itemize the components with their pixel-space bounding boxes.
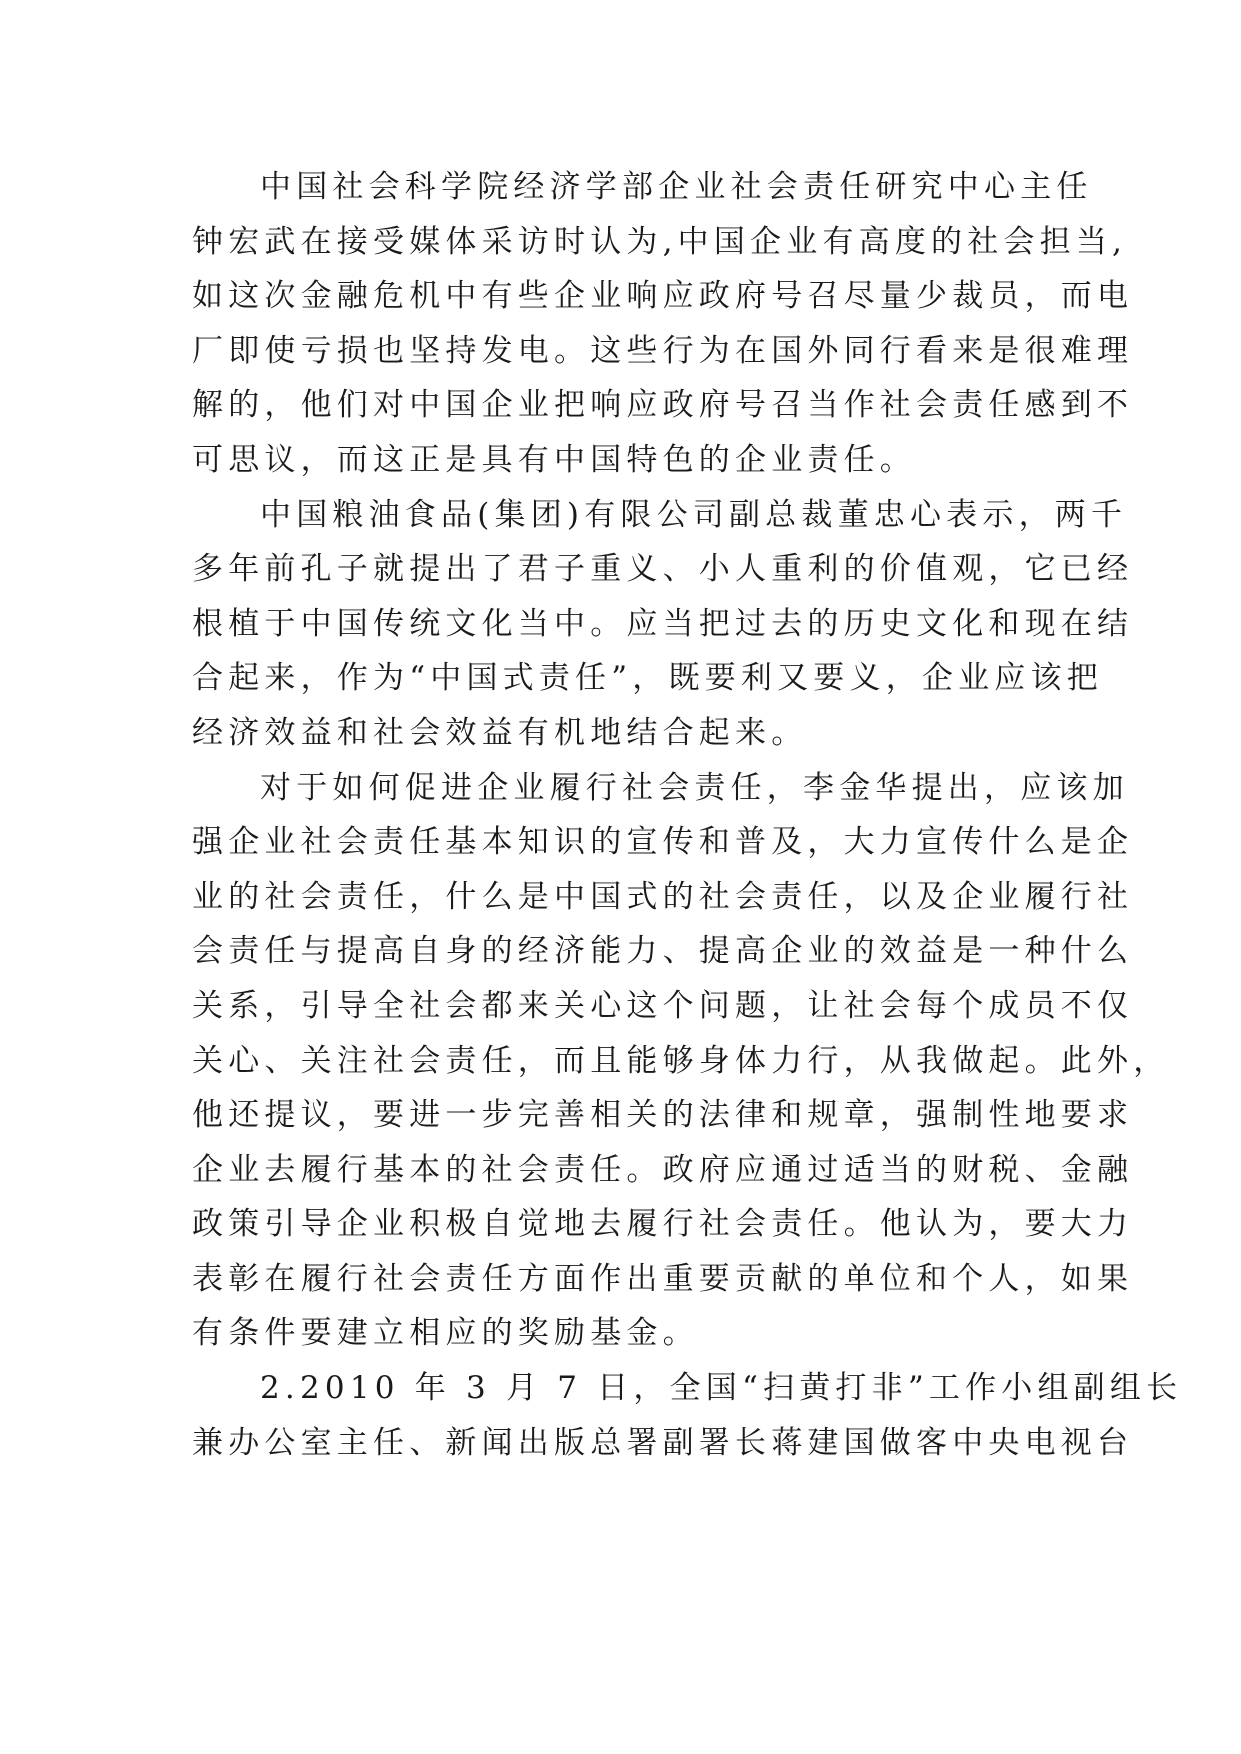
text-line: 合起来，作为“中国式责任”，既要利又要义，企业应该把 [192, 660, 1103, 697]
text-line: 多年前孔子就提出了君子重义、小人重利的价值观，它已经 [192, 551, 1134, 588]
paragraph-2 [192, 488, 1134, 761]
text-line: 2.2010 年 3 月 7 日，全国“扫黄打非”工作小组副组长 [260, 1370, 1183, 1407]
paragraph-4 [192, 1361, 1183, 1470]
text-line: 兼办公室主任、新闻出版总署副署长蒋建国做客中央电视台 [192, 1424, 1134, 1461]
text-line: 中国粮油食品(集团)有限公司副总裁董忠心表示，两千 [260, 496, 1128, 533]
text-line: 有条件要建立相应的奖励基金。 [192, 1315, 699, 1352]
text-line: 政策引导企业积极自觉地去履行社会责任。他认为，要大力 [192, 1206, 1134, 1243]
text-line: 关系，引导全社会都来关心这个问题，让社会每个成员不仅 [192, 987, 1134, 1024]
text-line: 强企业社会责任基本知识的宣传和普及，大力宣传什么是企 [192, 824, 1134, 861]
text-line: 表彰在履行社会责任方面作出重要贡献的单位和个人，如果 [192, 1260, 1134, 1297]
text-line: 业的社会责任，什么是中国式的社会责任，以及企业履行社 [192, 878, 1134, 915]
body-text [192, 160, 1183, 1470]
text-line: 中国社会科学院经济学部企业社会责任研究中心主任 [260, 169, 1093, 205]
paragraph-3 [192, 761, 1170, 1362]
text-line: 可思议，而这正是具有中国特色的企业责任。 [192, 441, 916, 478]
text-line: 厂即使亏损也坚持发电。这些行为在国外同行看来是很难理 [192, 332, 1134, 369]
text-line: 如这次金融危机中有些企业响应政府号召尽量少裁员，而电 [192, 278, 1134, 315]
paragraph-1 [192, 160, 1134, 488]
text-line: 根植于中国传统文化当中。应当把过去的历史文化和现在结 [192, 605, 1134, 642]
text-line: 关心、关注社会责任，而且能够身体力行，从我做起。此外， [192, 1042, 1170, 1079]
text-line: 经济效益和社会效益有机地结合起来。 [192, 714, 808, 751]
text-line: 企业去履行基本的社会责任。政府应通过适当的财税、金融 [192, 1151, 1134, 1188]
text-line: 对于如何促进企业履行社会责任，李金华提出，应该加 [260, 769, 1129, 806]
text-line: 钟宏武在接受媒体采访时认为,中国企业有高度的社会担当, [192, 223, 1128, 260]
text-line: 会责任与提高自身的经济能力、提高企业的效益是一种什么 [192, 933, 1134, 970]
text-line: 解的，他们对中国企业把响应政府号召当作社会责任感到不 [192, 387, 1134, 424]
text-line: 他还提议，要进一步完善相关的法律和规章，强制性地要求 [192, 1097, 1134, 1134]
